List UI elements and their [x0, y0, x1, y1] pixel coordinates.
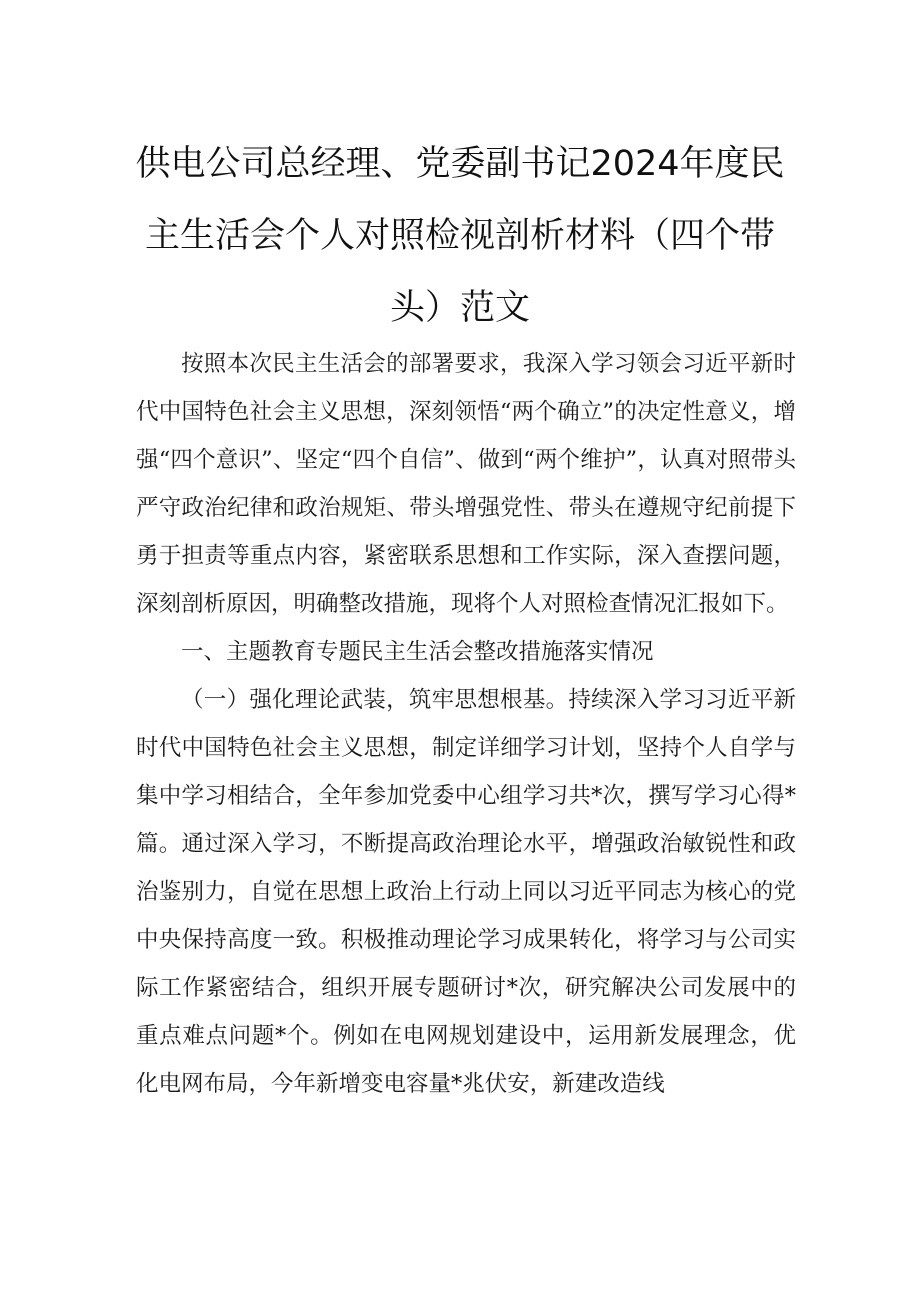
document-body: [136, 340, 796, 1108]
title-line-2: 主生活会个人对照检视剖析材料（四个带: [144, 216, 775, 256]
subsection-paragraph: （一）强化理论武装，筑牢思想根基。持续深入学习习近平新时代中国特色社会主义思想，制定详细学习计划，坚持个人自学与集中学习相结合，全年参加党委中心组学习共*次，撰写学习心得*篇。通过深入学习，不断提高政治理论水平，增强政治敏锐性和政治鉴别力，自觉在思想上政治上行动上同以习近平同志为核心的党中央保持高度一致。积极推动理论学习成果转化，将学习与公司实际工作紧密结合，组织开展专题研讨*次，研究解决公司发展中的重点难点问题*个。例如在电网规划建设中，运用新发展理念，优化电网布局，今年新增变电容量*兆伏安，新建改造线: [136, 687, 796, 1097]
intro-paragraph: 按照本次民主生活会的部署要求，我深入学习领会习近平新时代中国特色社会主义思想，深刻领悟“两个确立”的决定性意义，增强“四个意识”、坚定“四个自信”、做到“两个维护”，认真对照带头严守政治纪律和政治规矩、带头增强党性、带头在遵规守纪前提下勇于担责等重点内容，紧密联系思想和工作实际，深入查摆问题，深刻剖析原因，明确整改措施，现将个人对照检查情况汇报如下。: [136, 351, 796, 617]
section-heading: 一、主题教育专题民主生活会整改措施落实情况: [181, 639, 654, 665]
document-title: [130, 128, 790, 344]
title-line-1: 供电公司总经理、党委副书记2024年度民: [135, 144, 785, 184]
title-line-3: 头）范文: [389, 288, 530, 328]
